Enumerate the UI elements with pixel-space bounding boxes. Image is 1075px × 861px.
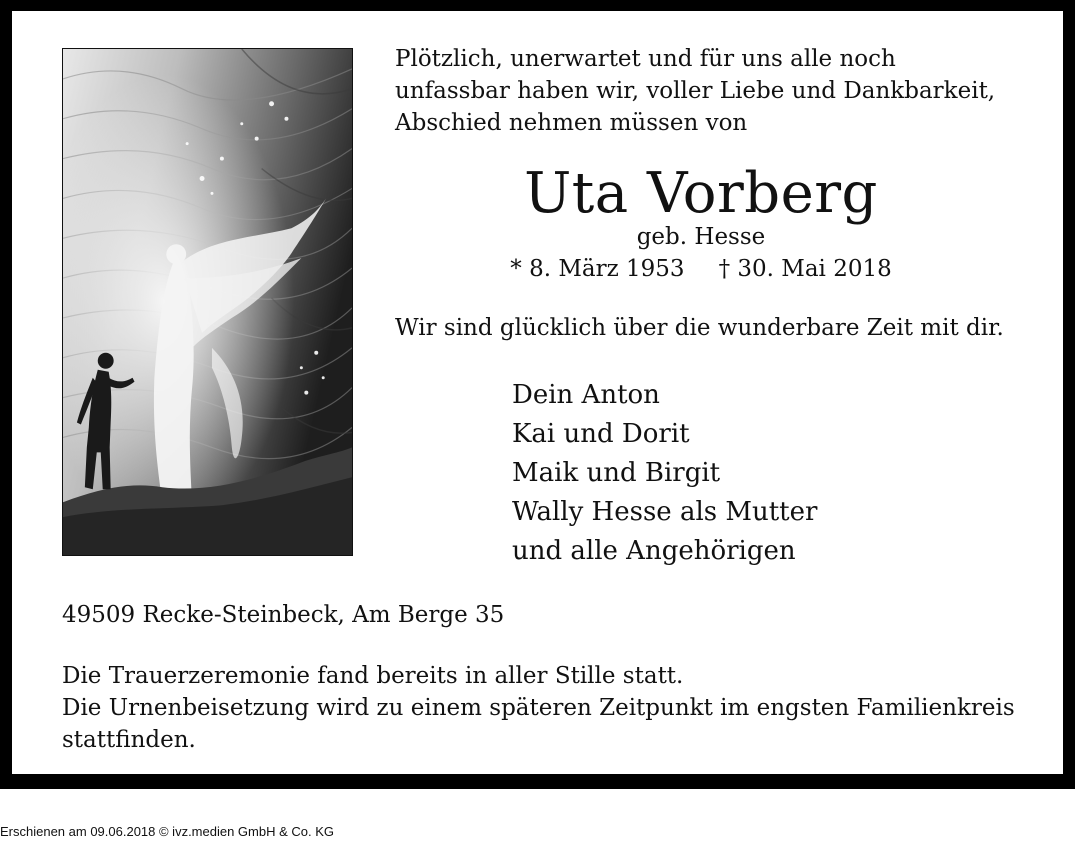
family-address: 49509 Recke-Steinbeck, Am Berge 35 xyxy=(62,602,505,628)
tribute-text: Wir sind glücklich über die wunderbare Zeit mit dir. xyxy=(395,315,1004,341)
ceremony-line: stattfinden. xyxy=(62,727,196,753)
ceremony-line: Die Urnenbeisetzung wird zu einem späteren Zeitpunkt im engsten Familienkreis xyxy=(62,695,1015,721)
intro-line: Abschied nehmen müssen von xyxy=(395,110,748,136)
illustration-artwork xyxy=(63,49,352,555)
angel-and-child-illustration xyxy=(62,48,353,556)
mourner: Wally Hesse als Mutter xyxy=(512,497,818,527)
mourner: Maik und Birgit xyxy=(512,458,721,488)
birth-date: * 8. März 1953 xyxy=(510,256,685,282)
publication-note: Erschienen am 09.06.2018 © ivz.medien GmbH & Co. KG xyxy=(0,824,335,839)
intro-line: unfassbar haben wir, voller Liebe und Dankbarkeit, xyxy=(395,78,996,104)
intro-text xyxy=(395,43,995,139)
death-date: † 30. Mai 2018 xyxy=(718,256,892,282)
mourner: Kai und Dorit xyxy=(512,419,690,449)
mourner: Dein Anton xyxy=(512,380,660,410)
ceremony-note xyxy=(62,660,1015,756)
deceased-name: Uta Vorberg xyxy=(524,161,878,226)
ceremony-line: Die Trauerzeremonie fand bereits in aller Stille statt. xyxy=(62,663,684,689)
mourners-list xyxy=(512,376,817,571)
maiden-name: geb. Hesse xyxy=(636,224,766,250)
mourner: und alle Angehörigen xyxy=(512,536,796,566)
life-dates xyxy=(395,254,1007,284)
intro-line: Plötzlich, unerwartet und für uns alle noch xyxy=(395,46,896,72)
